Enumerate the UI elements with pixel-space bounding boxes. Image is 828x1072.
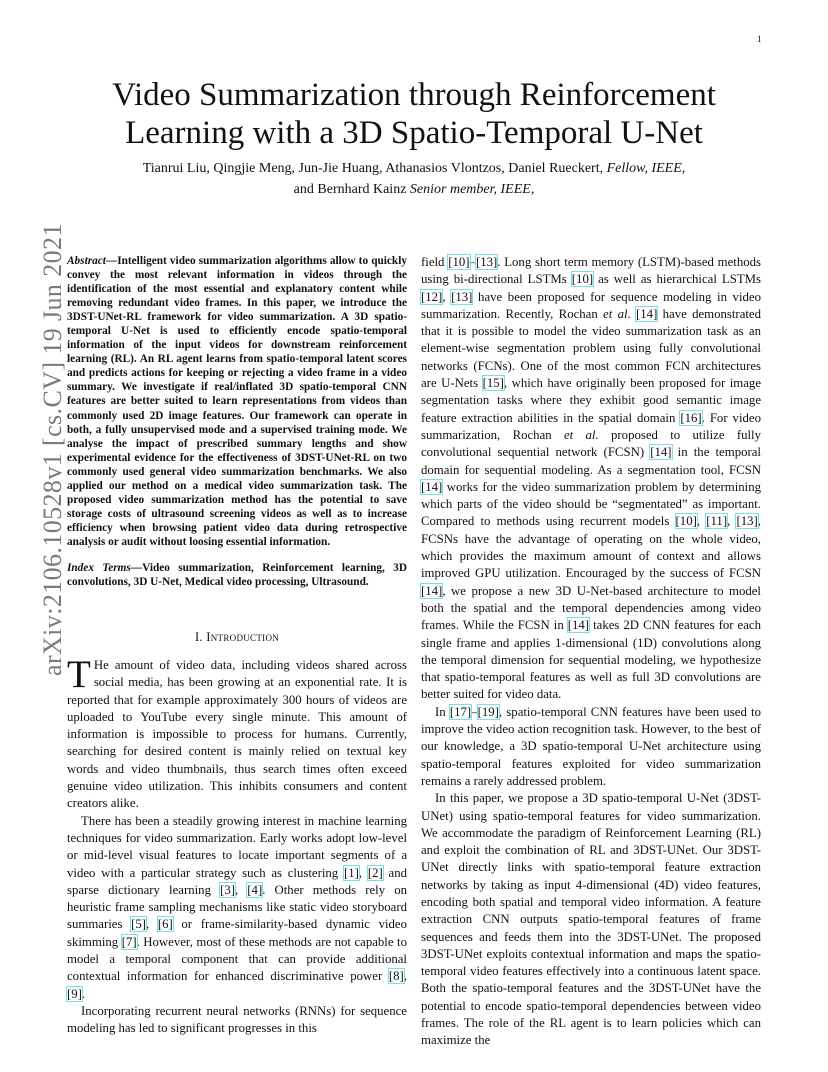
paragraph-text: takes 2D CNN features for each single frame and applies 1-dimensional (1D) convolutions along the temporal dimension for sequential modeling, we hypothesize that spatio-temporal features as well as full 3D convolutions are better suited for video data. xyxy=(421,618,761,702)
citation-link[interactable]: [3] xyxy=(220,882,235,897)
italic-text: et al xyxy=(603,306,628,321)
paragraph-text: , spatio-temporal CNN features have been used to improve the video action recognition task. However, to the best of our knowledge, a 3D spatio-temporal U-Net architecture using spatio-temporal features exploited for video summarization remains a rarely addressed problem. xyxy=(421,704,761,788)
citation-link[interactable]: [14] xyxy=(421,479,443,494)
index-terms-text: —Video summarization, Reinforcement learning, 3D convolutions, 3D U-Net, Medical video processing, Ultrasound. xyxy=(67,562,407,589)
right-column xyxy=(421,254,761,1050)
intro-paragraph-1 xyxy=(67,653,407,813)
paragraph-text: . Long short term memory (LSTM)-based methods using bi-directional LSTMs xyxy=(421,255,762,287)
abstract-label: Abstract xyxy=(67,255,106,267)
citation-link[interactable]: [9] xyxy=(67,986,82,1001)
drop-cap: T xyxy=(67,653,91,696)
citation-link[interactable]: [13] xyxy=(451,289,473,304)
paragraph-text: , FCSNs have the advantage of operating on the whole video, which provides the maximum amount of context and allows improved GPU utilization. Encouraged by the success of FCSN xyxy=(421,514,761,581)
paragraph-text: , xyxy=(358,865,368,880)
section-heading xyxy=(67,630,407,645)
authors-line-2: and Bernhard Kainz xyxy=(293,182,410,197)
paragraph-text: In xyxy=(435,704,450,719)
right-paragraph-3: In this paper, we propose a 3D spatio-temporal U-Net (3DST-UNet) using spatio-temporal features for video summarization. We accommodate the paradigm of Reinforcement Learning (RL) and exploit the combination of RL and 3DST-UNet. Our 3DST-UNet directly links with spatio-temporal feature extraction networks by taking as input 4-dimensional (4D) video features, encoding both spatial and temporal video information. A feature extraction CNN outputs spatio-temporal features of frame sequences and feeds them into the 3DST-UNet. The proposed 3DST-UNet exploits contextual information and maps the spatio-temporal video features effectively into a continuous latent space. Both the spatio-temporal features and the 3DST-UNet have the potential to encode spatio-temporal dependencies between video frames. The role of the RL agent is to learn policies which can maximize the xyxy=(421,791,761,1048)
citation-link[interactable]: [15] xyxy=(482,376,504,391)
abstract xyxy=(67,254,407,549)
paragraph-text: , xyxy=(235,882,248,897)
authors-line-1: Tianrui Liu, Qingjie Meng, Jun-Jie Huang, Athanasios Vlontzos, Daniel Rueckert, xyxy=(142,161,607,176)
index-terms xyxy=(67,561,407,589)
citation-link[interactable]: [10] xyxy=(448,255,470,269)
citation-link[interactable]: [14] xyxy=(636,306,658,321)
paragraph-text: – xyxy=(469,255,476,269)
paragraph-text: works for the video summarization problem by determining which parts of the video should be “segmentated” as important. Compared to methods using recurrent models xyxy=(421,479,761,529)
paragraph-text: . However, most of these methods are not capable to model a temporal component that can provide additional contextual information for enhanced discriminative power xyxy=(67,934,407,984)
citation-link[interactable]: [11] xyxy=(706,514,728,529)
abstract-text: —Intelligent video summarization algorithms allow to quickly convey the most relevant information in videos through the identification of the most essential and explanatory content while removing redundant video frames. In this paper, we introduce the 3DST-UNet-RL framework for video summarization. A 3D spatio-temporal U-Net is used to efficiently encode spatio-temporal information of the input videos for downstream reinforcement learning (RL). An RL agent learns from spatio-temporal latent scores and predicts actions for keeping or rejecting a video frame in a video summary. We investigate if real/inflated 3D spatio-temporal CNN features are better suited to learn representations from videos than commonly used 2D image features. Our framework can operate in both, a fully unsupervised mode and a supervised training mode. We analyse the impact of prescribed summary lengths and show experimental evidence for the effectiveness of 3DST-UNet-RL on two commonly used general video summarization benchmarks. We also applied our method on a medical video summarization task. The proposed video summarization method has the potential to save storage costs of ultrasound screening videos as well as to increase efficiency when browsing patient video data during retrospective analysis or audit without loosing essential information. xyxy=(67,255,407,548)
paragraph-text: , xyxy=(696,514,707,529)
citation-link[interactable]: [10] xyxy=(571,272,594,287)
citation-link[interactable]: [14] xyxy=(650,445,672,460)
author-senior-title: Senior member, IEEE, xyxy=(409,182,535,197)
paragraph-text: . xyxy=(627,306,637,321)
index-terms-label: Index Terms xyxy=(67,562,131,574)
paragraph-text: . For video summarization, Rochan xyxy=(421,410,761,442)
citation-link[interactable]: [1] xyxy=(343,865,359,880)
paragraph-text: field xyxy=(421,255,449,269)
author-fellow-title: Fellow, IEEE, xyxy=(606,161,686,176)
title-line-2: Learning with a 3D Spatio-Temporal U-Net xyxy=(125,115,703,151)
citation-link[interactable]: [16] xyxy=(680,410,702,425)
citation-link[interactable]: [6] xyxy=(157,917,173,932)
citation-link[interactable]: [5] xyxy=(131,917,146,932)
citation-link[interactable]: [14] xyxy=(421,583,443,598)
paragraph-text: , xyxy=(442,289,452,304)
author-list xyxy=(60,158,768,200)
right-paragraph-2 xyxy=(421,704,761,790)
citation-link[interactable]: [17] xyxy=(449,704,472,719)
paragraph-text: and sparse dictionary learning xyxy=(67,865,407,897)
citation-link[interactable]: [14] xyxy=(567,618,590,633)
intro-paragraph-2 xyxy=(67,813,407,1003)
section-number: I. xyxy=(194,630,207,644)
paragraph-text: . xyxy=(81,986,86,1001)
paragraph-text: , xyxy=(403,969,407,984)
paragraph-text: in the temporal domain for sequential modeling. As a segmentation tool, FCSN xyxy=(421,445,761,477)
citation-link[interactable]: [13] xyxy=(736,514,758,529)
citation-link[interactable]: [19] xyxy=(477,704,499,719)
citation-link[interactable]: [2] xyxy=(367,865,383,880)
paragraph-text: There has been a steadily growing interest in machine learning techniques for video summarization. Early works adopt low-level or mid-level visual features to locate important segments of a video with a particular strategy such as clustering xyxy=(67,813,407,880)
paragraph-text: , xyxy=(727,514,737,529)
right-paragraph-1 xyxy=(421,254,761,704)
page-number: 1 xyxy=(757,34,762,44)
paragraph-text: have demonstrated that it is possible to model the video summarization task as an element-wise segmentation problem using fully convolutional networks (FCNs). One of the most common FCN architectures are U-Nets xyxy=(421,306,762,391)
italic-text: et al. xyxy=(563,427,599,442)
intro-paragraph-1-text: He amount of video data, including videos shared across social media, has been growing at an exponential rate. It is reported that for example approximately 300 hours of videos are uploaded to YouTube every single minute. This amount of information is impossible to process for humans. Currently, searching for desired content is mainly relied on textual key words and video thumbnails, thus search times often exceed genuine video utilization. This inhibits consumers and content creators alike. xyxy=(67,658,407,811)
citation-link[interactable]: [12] xyxy=(421,289,443,304)
paragraph-text: – xyxy=(471,704,478,719)
paragraph-text: or frame-similarity-based dynamic video skimming xyxy=(67,917,407,949)
citation-link[interactable]: [4] xyxy=(247,882,263,897)
paragraph-text: , which have originally been proposed for image segmentation tasks where they exhibit good semantic image feature extraction abilities in the spatial domain xyxy=(421,376,761,425)
section-title: Introduction xyxy=(206,630,280,644)
paragraph-text: have been proposed for sequence modeling in video summarization. Recently, Rochan xyxy=(421,289,761,321)
citation-link[interactable]: [10] xyxy=(675,514,697,529)
paragraph-text: , we propose a new 3D U-Net-based architecture to model both the spatial and the temporal dependencies among video frames. While the FCSN in xyxy=(421,583,761,633)
paper-title xyxy=(60,76,768,152)
arxiv-identifier: arXiv:2106.10528v1 [cs.CV] 19 Jun 2021 xyxy=(38,223,67,676)
paragraph-text: as well as hierarchical LSTMs xyxy=(593,272,762,287)
citation-link[interactable]: [8] xyxy=(388,969,404,984)
intro-paragraph-3: Incorporating recurrent neural networks (RNNs) for sequence modeling has led to significant progresses in this xyxy=(67,1003,407,1036)
paragraph-text: . Other methods rely on heuristic frame sampling mechanisms like static video storyboard summaries xyxy=(67,882,407,932)
citation-link[interactable]: [13] xyxy=(475,255,498,269)
title-line-1: Video Summarization through Reinforcement xyxy=(112,77,716,113)
intro-left-column xyxy=(67,653,407,1038)
citation-link[interactable]: [7] xyxy=(121,934,137,949)
paragraph-text: , xyxy=(146,917,158,932)
paragraph-text: proposed to utilize fully convolutional sequential network (FCSN) xyxy=(421,427,761,460)
